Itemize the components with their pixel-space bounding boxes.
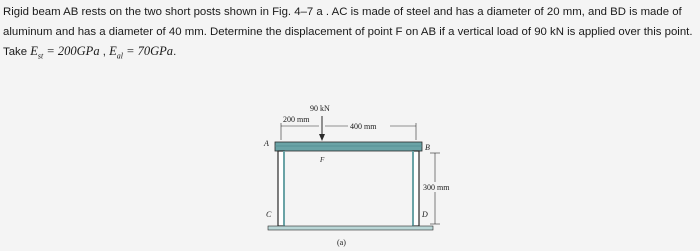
modulus-aluminum: $E_{al} = 70GPa$: [109, 44, 174, 61]
beam-AB: [275, 142, 422, 151]
modulus-steel: $E_{st} = 200GPa$: [30, 44, 100, 61]
label-B: B: [425, 143, 430, 152]
load-arrow-head: [319, 134, 325, 141]
ground: [268, 226, 433, 230]
label-A: A: [264, 139, 269, 148]
label-F: F: [320, 156, 325, 164]
dim-right-label: 400 mm: [350, 122, 377, 131]
label-D: D: [422, 210, 428, 219]
beam-figure: [250, 100, 470, 250]
figure-caption: (a): [337, 238, 346, 247]
dim-left-label: 200 mm: [283, 115, 310, 124]
dim-post-label: 300 mm: [423, 183, 450, 192]
problem-statement: Rigid beam AB rests on the two short posts shown in Fig. 4–7 a . AC is made of steel and has a diameter of 20 mm, and BD is made of aluminum and has a diameter of 40 mm. Determine the displacement of point F on AB if a vertical load of 90 kN is applied over this point. Take $E_{st} = 200GPa$ , $E_{al} = 70GPa$.: [3, 6, 693, 61]
label-C: C: [266, 210, 272, 219]
problem-intro: Rigid beam AB rests on the two short posts shown in Fig. 4–7 a . AC is made of steel and has a diameter of 20 mm, and BD is made of aluminum and has a diameter of 40 mm. Determine the displacement of point F on AB if a vertical load of 90 kN is applied over this point. Take: [3, 6, 693, 58]
load-label: 90 kN: [310, 104, 330, 113]
